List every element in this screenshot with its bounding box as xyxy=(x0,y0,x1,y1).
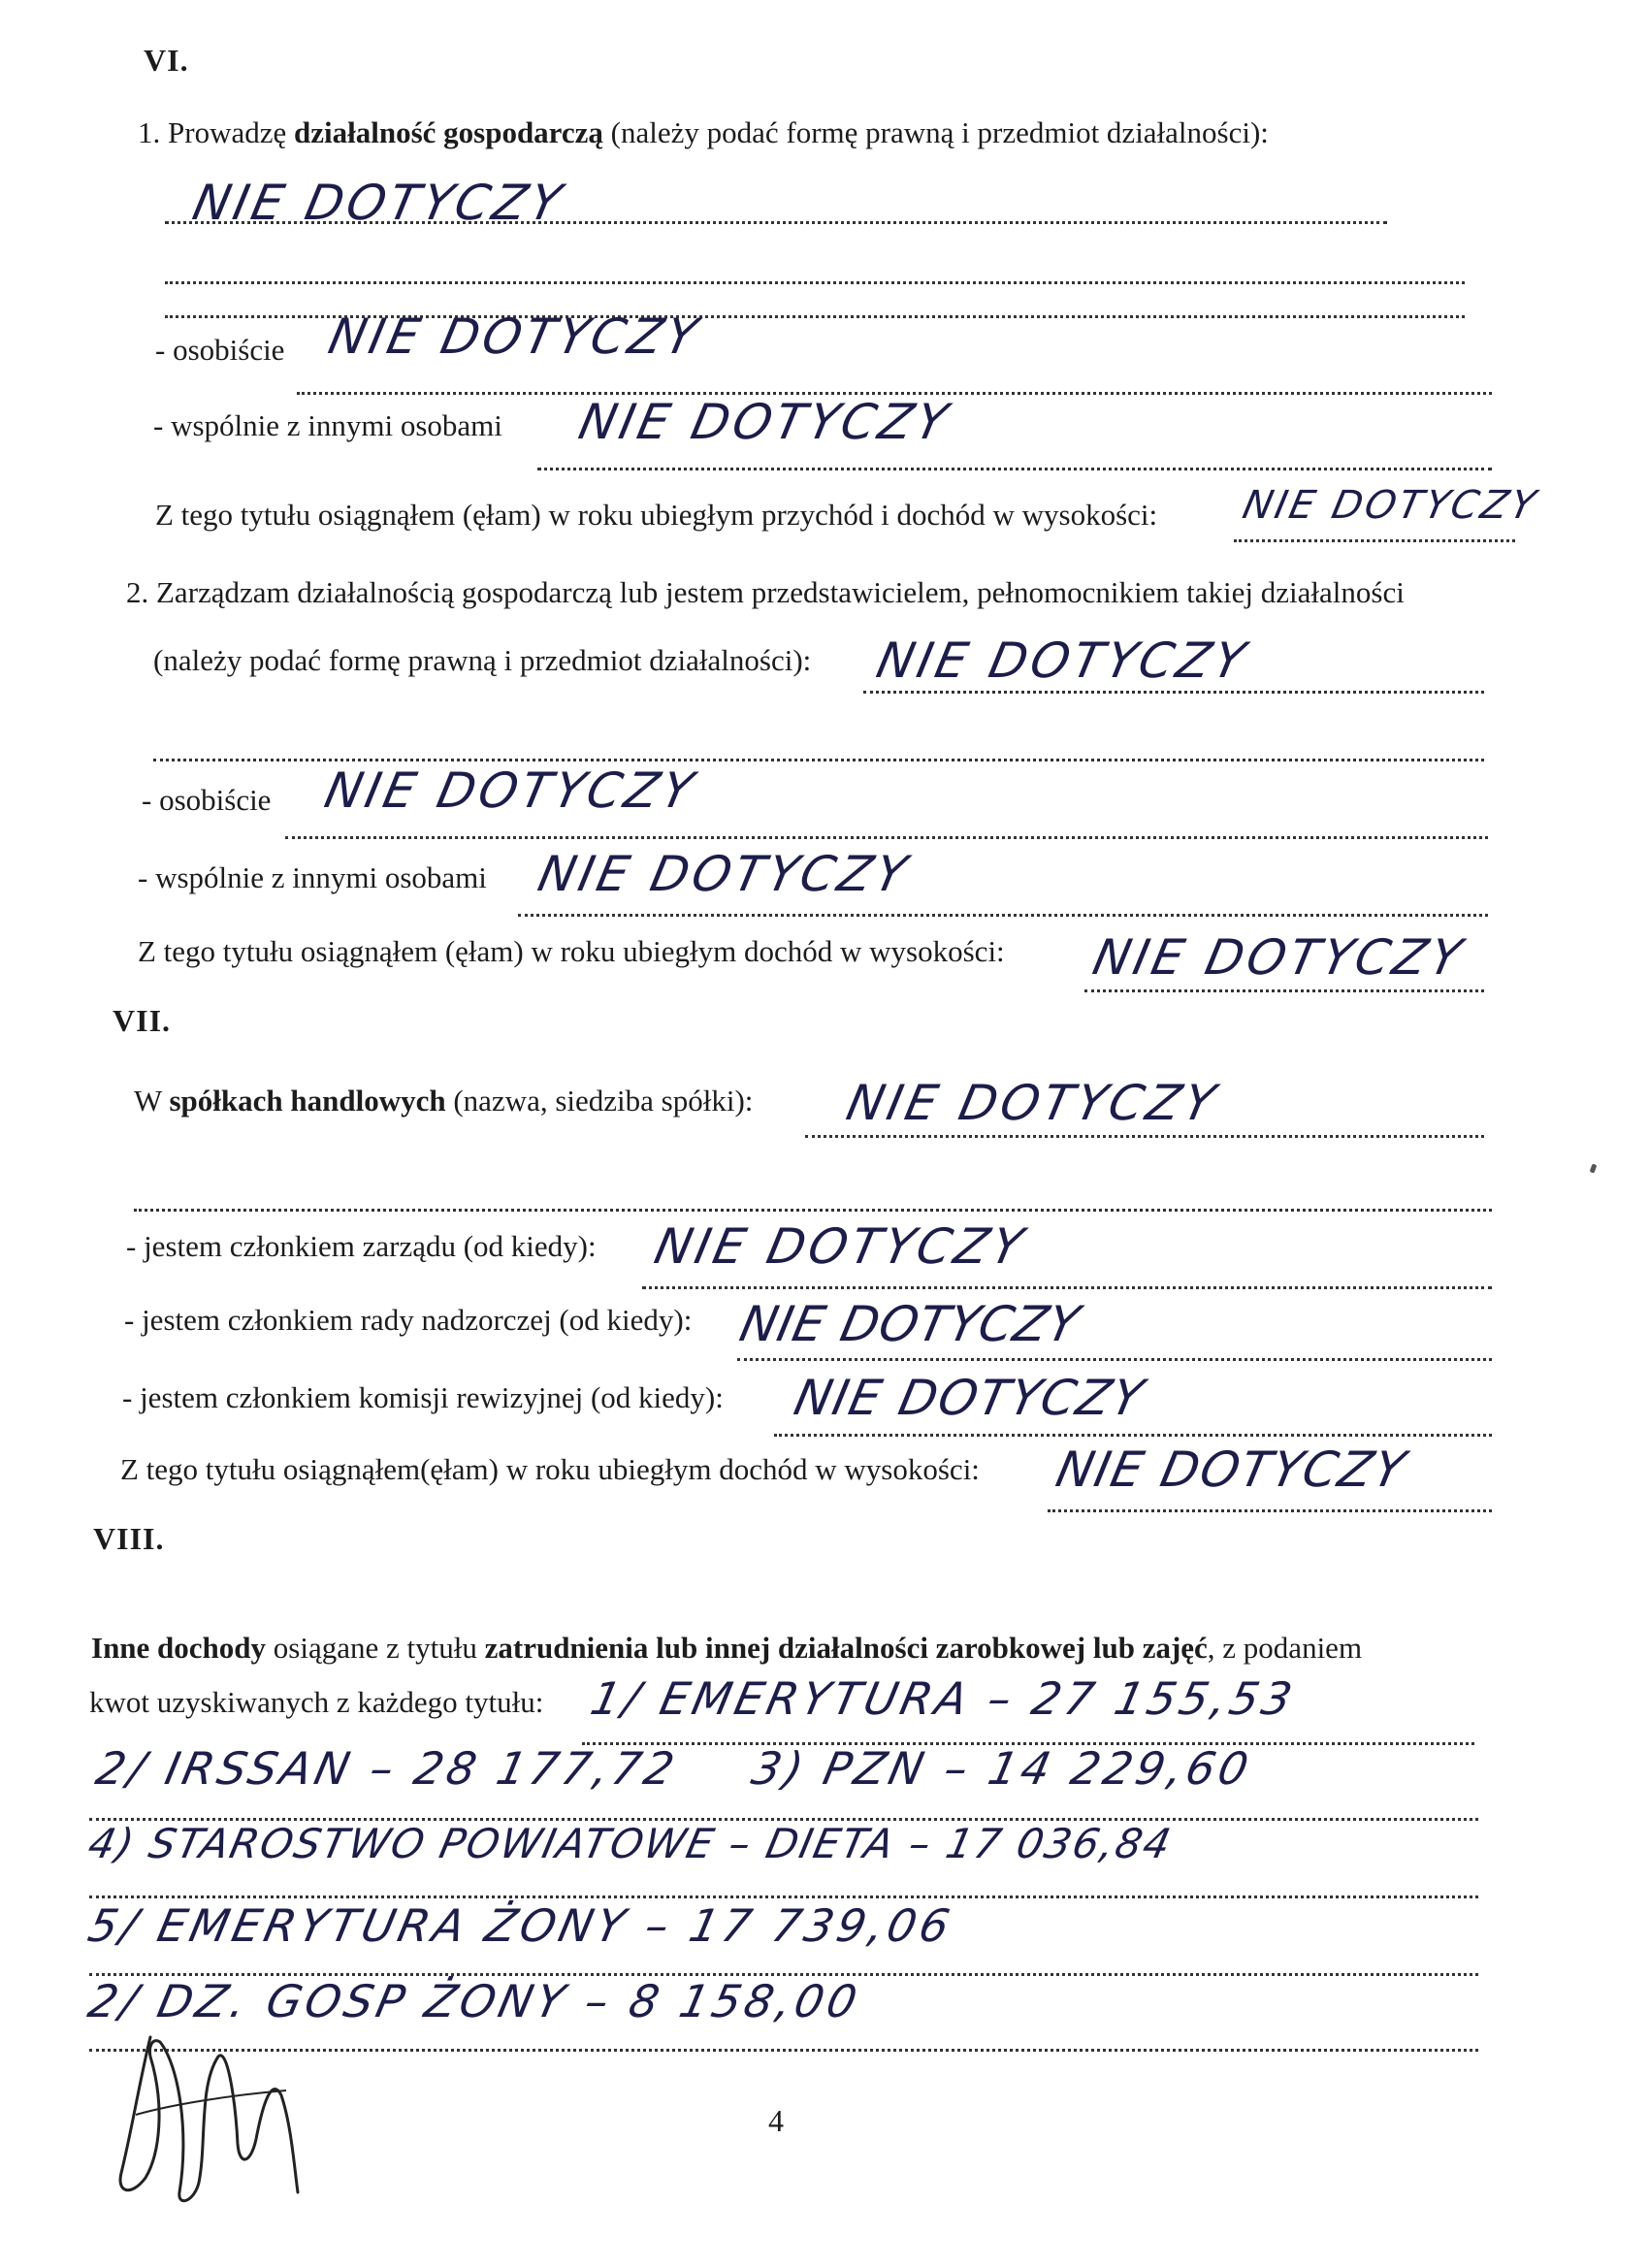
s6-osobiscie2-label: - osobiście xyxy=(142,783,272,817)
s6-wspolnie-dotline xyxy=(537,468,1492,470)
s6-q2-dotline-1 xyxy=(863,691,1484,694)
s8-entry-3: 3) PZN – 14 229,60 xyxy=(747,1742,1257,1795)
s8-entry-6: 2/ DZ. GOSP ŻONY – 8 158,00 xyxy=(83,1975,866,2027)
signature-icon xyxy=(92,1998,344,2221)
s8-intro-line2: kwot uzyskiwanych z każdego tytułu: xyxy=(89,1685,544,1719)
s6-q2-answer: NIE DOTYCZY xyxy=(871,632,1254,689)
s6-wspolnie-answer: NIE DOTYCZY xyxy=(573,394,956,450)
s7-rada-label: - jestem członkiem rady nadzorczej (od kiedy): xyxy=(124,1303,693,1337)
s8-entry-2: 2/ IRSSAN – 28 177,72 xyxy=(91,1742,683,1795)
s7-intro-dotline-2 xyxy=(134,1209,1492,1212)
s6-income-dotline xyxy=(1234,539,1515,542)
s7-zarzad-label: - jestem członkiem zarządu (od kiedy): xyxy=(126,1229,597,1263)
s7-intro-answer: NIE DOTYCZY xyxy=(841,1075,1224,1131)
s6-income-label: Z tego tytułu osiągnąłem (ęłam) w roku ubiegłym przychód i dochód w wysokości: xyxy=(155,498,1158,532)
section-viii-heading: VIII. xyxy=(93,1521,165,1556)
s6-osobiscie2-answer: NIE DOTYCZY xyxy=(319,762,702,819)
s7-income-dotline xyxy=(1048,1509,1492,1512)
s6-wspolnie2-label: - wspólnie z innymi osobami xyxy=(138,860,487,894)
s6-wspolnie-label: - wspólnie z innymi osobami xyxy=(153,408,502,442)
s6-q2-dotline-2 xyxy=(153,759,1484,761)
s6-q2-line2: (należy podać formę prawną i przedmiot działalności): xyxy=(153,643,812,677)
s8-entry-5: 5/ EMERYTURA ŻONY – 17 739,06 xyxy=(83,1899,958,1952)
s8-intro-line1: Inne dochody osiągane z tytułu zatrudnienia lub innej działalności zarobkowej lub zajęć, z podaniem xyxy=(91,1631,1363,1665)
s6-income2-answer: NIE DOTYCZY xyxy=(1087,929,1471,986)
s7-komisja-dotline xyxy=(774,1434,1492,1437)
page-number: 4 xyxy=(768,2103,784,2138)
s7-zarzad-dotline xyxy=(642,1286,1492,1289)
s6-q1-answer: NIE DOTYCZY xyxy=(187,175,570,231)
s6-osobiscie2-dotline xyxy=(285,836,1488,839)
s7-zarzad-answer: NIE DOTYCZY xyxy=(649,1218,1032,1275)
s7-rada-answer: NIE DOTYCZY xyxy=(734,1296,1085,1352)
s6-income2-label: Z tego tytułu osiągnąłem (ęłam) w roku ubiegłym dochód w wysokości: xyxy=(138,934,1005,968)
s7-komisja-label: - jestem członkiem komisji rewizyjnej (od kiedy): xyxy=(122,1380,724,1414)
s6-osobiscie-label: - osobiście xyxy=(155,333,285,367)
s6-income2-dotline xyxy=(1084,989,1484,992)
s7-intro-text: W spółkach handlowych (nazwa, siedziba spółki): xyxy=(134,1084,754,1118)
s6-wspolnie2-answer: NIE DOTYCZY xyxy=(533,846,916,902)
s7-income-label: Z tego tytułu osiągnąłem(ęłam) w roku ubiegłym dochód w wysokości: xyxy=(120,1452,980,1486)
s8-dotline-3 xyxy=(89,1895,1478,1898)
s6-wspolnie2-dotline xyxy=(518,914,1488,917)
s6-q1-dotline-2 xyxy=(165,281,1465,284)
section-vii-heading: VII. xyxy=(113,1003,172,1038)
s8-entry-4: 4) STAROSTWO POWIATOWE – DIETA – 17 036,84 xyxy=(83,1820,1178,1867)
s6-q1-text: 1. Prowadzę działalność gospodarczą (należy podać formę prawną i przedmiot działalności): xyxy=(138,115,1269,149)
s8-entry-1: 1/ EMERYTURA – 27 155,53 xyxy=(586,1672,1301,1725)
s7-komisja-answer: NIE DOTYCZY xyxy=(789,1370,1150,1426)
scan-speck xyxy=(1590,1163,1598,1173)
s7-rada-dotline xyxy=(737,1358,1492,1361)
s6-q2-line1: 2. Zarządzam działalnością gospodarczą lub jestem przedstawicielem, pełnomocnikiem takiej działalności xyxy=(126,575,1405,609)
s6-income-answer: NIE DOTYCZY xyxy=(1239,483,1542,528)
s7-intro-dotline-1 xyxy=(805,1135,1484,1138)
s7-income-answer: NIE DOTYCZY xyxy=(1051,1442,1412,1498)
s6-osobiscie-answer: NIE DOTYCZY xyxy=(323,308,706,365)
section-vi-heading: VI. xyxy=(144,43,189,78)
